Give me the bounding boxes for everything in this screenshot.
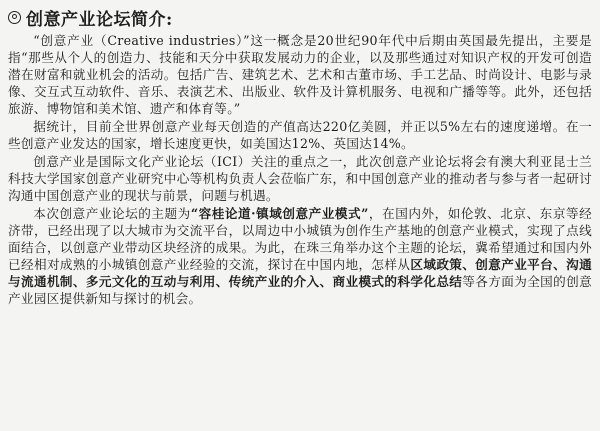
paragraph-definition: “创意产业（Creative industries）”这一概念是20世纪90年代中后期由英国最先提出，主要是指“那些从个人的创造力、技能和天分中获取发展动力的企业，以及那些通过对知识产权的开发可创造潜在财富和就业机会的活动。包括广告、建筑艺术、艺术和古董市场、手工艺品、时尚设计、电影与录像、交互式互动软件、音乐、表演艺术、出版业、软件及计算机服务、电视和广播等等。此外，还包括旅游、博物馆和美术馆、遗产和体育等。” [8, 33, 592, 116]
key-topics-text: 区域政策、创意产业平台、沟通与流通机制、多元文化的互动与利用、传统产业的介入、商业模式的科学化总结 [8, 257, 592, 289]
paragraph-forum-theme [8, 205, 592, 307]
forum-theme-title: “容桂论道·镇域创意产业模式” [190, 206, 369, 221]
section-header [8, 4, 592, 30]
paragraph-forum-focus: 创意产业是国际文化产业论坛（ICI）关注的重点之一，此次创意产业论坛将会有澳大利亚昆士兰科技大学国家创意产业研究中心等机构负责人会莅临广东，和中国创意产业的推动者与参与者一起研讨沟通中国创意产业的现状与前景，问题与机遇。 [8, 154, 592, 203]
theme-closing-text: 等各方面为全国的创意产业园区提供新知与探讨的机会。 [8, 274, 593, 306]
paragraph-statistics: 据统计，目前全世界创意产业每天创造的产值高达220亿美圆，并正以5%左右的速度递增。在一些创意产业发达的国家，增长速度更快，如美国达12%、英国达14%。 [8, 119, 592, 151]
theme-intro-text: 本次创意产业论坛的主题为 [33, 206, 191, 221]
theme-body-text: ，在国内外，如伦敦、北京、东京等经济带，已经出现了以大城市为交流平台，以周边中小城镇为创作生产基地的创意产业模式，实现了点线面结合，以创意产业带动区块经济的成果。为此，在珠三角举办这个主题的论坛，冀希望通过和国内外已经相对成熟的小城镇创意产业经验的交流，探讨在中国内地，怎样从 [8, 206, 592, 272]
section-title: 创意产业论坛简介: [26, 9, 173, 30]
bullseye-icon [8, 11, 21, 24]
